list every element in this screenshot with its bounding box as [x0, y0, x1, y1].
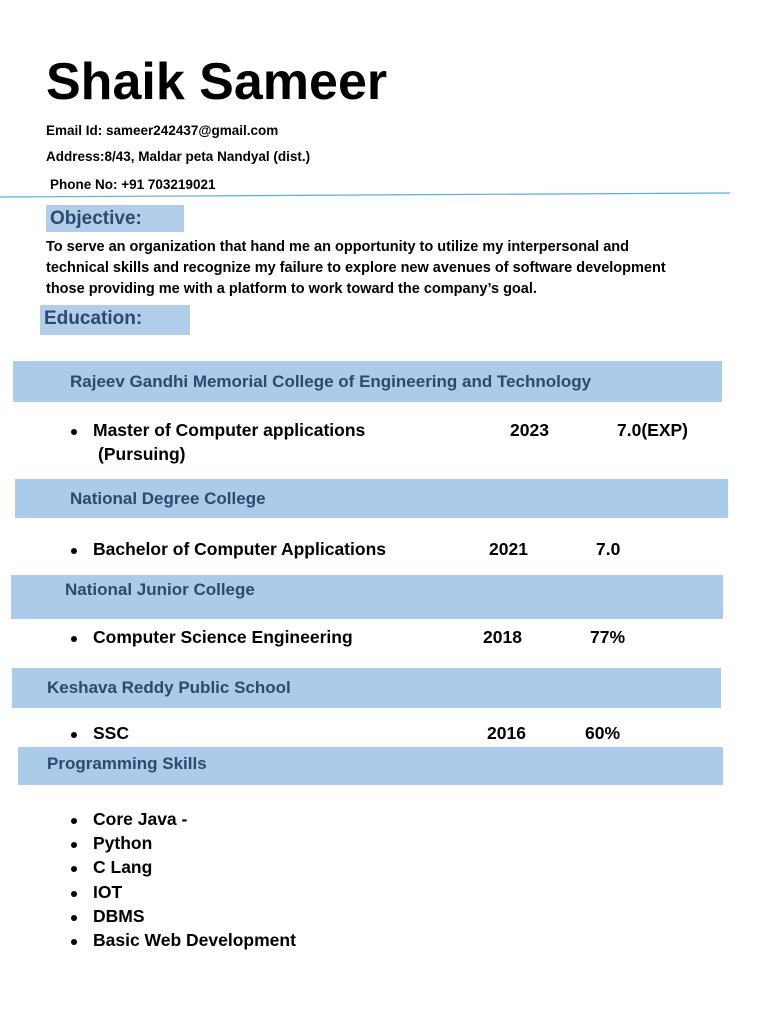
degree-item: Master of Computer applications	[93, 420, 366, 440]
skill-item: Python	[93, 833, 153, 853]
email-line: Email Id: sameer242437@gmail.com	[46, 123, 279, 138]
institution-name: Rajeev Gandhi Memorial College of Engineering and Technology	[70, 371, 592, 391]
skill-item: DBMS	[93, 906, 145, 926]
objective-line-3: those providing me with a platform to work toward the company’s goal.	[46, 281, 537, 297]
degree-score: 7.0(EXP)	[617, 420, 688, 440]
degree-score: 60%	[585, 723, 621, 743]
skill-item: C Lang	[93, 857, 153, 877]
degree-score: 77%	[590, 627, 626, 647]
objective-line-1: To serve an organization that hand me an opportunity to utilize my interpersonal and	[46, 239, 630, 255]
skill-item: IOT	[93, 882, 123, 902]
degree-item: Computer Science Engineering	[93, 627, 353, 647]
skill-item: Basic Web Development	[93, 930, 296, 950]
objective-text	[46, 237, 736, 300]
degree-year: 2016	[487, 723, 526, 743]
skills-heading: Programming Skills	[47, 754, 207, 774]
header-divider-line	[0, 183, 730, 199]
institution-band	[13, 361, 722, 402]
degree-score: 7.0	[596, 539, 621, 559]
skills-band	[18, 747, 723, 785]
institution-name: National Junior College	[65, 579, 255, 599]
degree-year: 2023	[510, 420, 549, 440]
education-heading: Education:	[40, 305, 190, 335]
objective-line-2: technical skills and recognize my failure to explore new avenues of software development	[46, 260, 666, 276]
objective-heading: Objective:	[46, 205, 184, 232]
phone-line: Phone No: +91 703219021	[50, 177, 216, 192]
institution-band	[11, 575, 723, 619]
degree-note: (Pursuing)	[98, 444, 186, 464]
institution-name: National Degree College	[70, 488, 266, 508]
institution-band	[15, 479, 728, 518]
degree-year: 2021	[489, 539, 528, 559]
institution-band	[12, 668, 721, 708]
address-line: Address:8/43, Maldar peta Nandyal (dist.)	[46, 149, 311, 164]
degree-item: Bachelor of Computer Applications	[93, 539, 386, 559]
candidate-name: Shaik Sameer	[46, 53, 388, 111]
degree-item: SSC	[93, 723, 129, 743]
skill-item: Core Java -	[93, 809, 188, 829]
degree-year: 2018	[483, 627, 522, 647]
institution-name: Keshava Reddy Public School	[47, 678, 291, 697]
